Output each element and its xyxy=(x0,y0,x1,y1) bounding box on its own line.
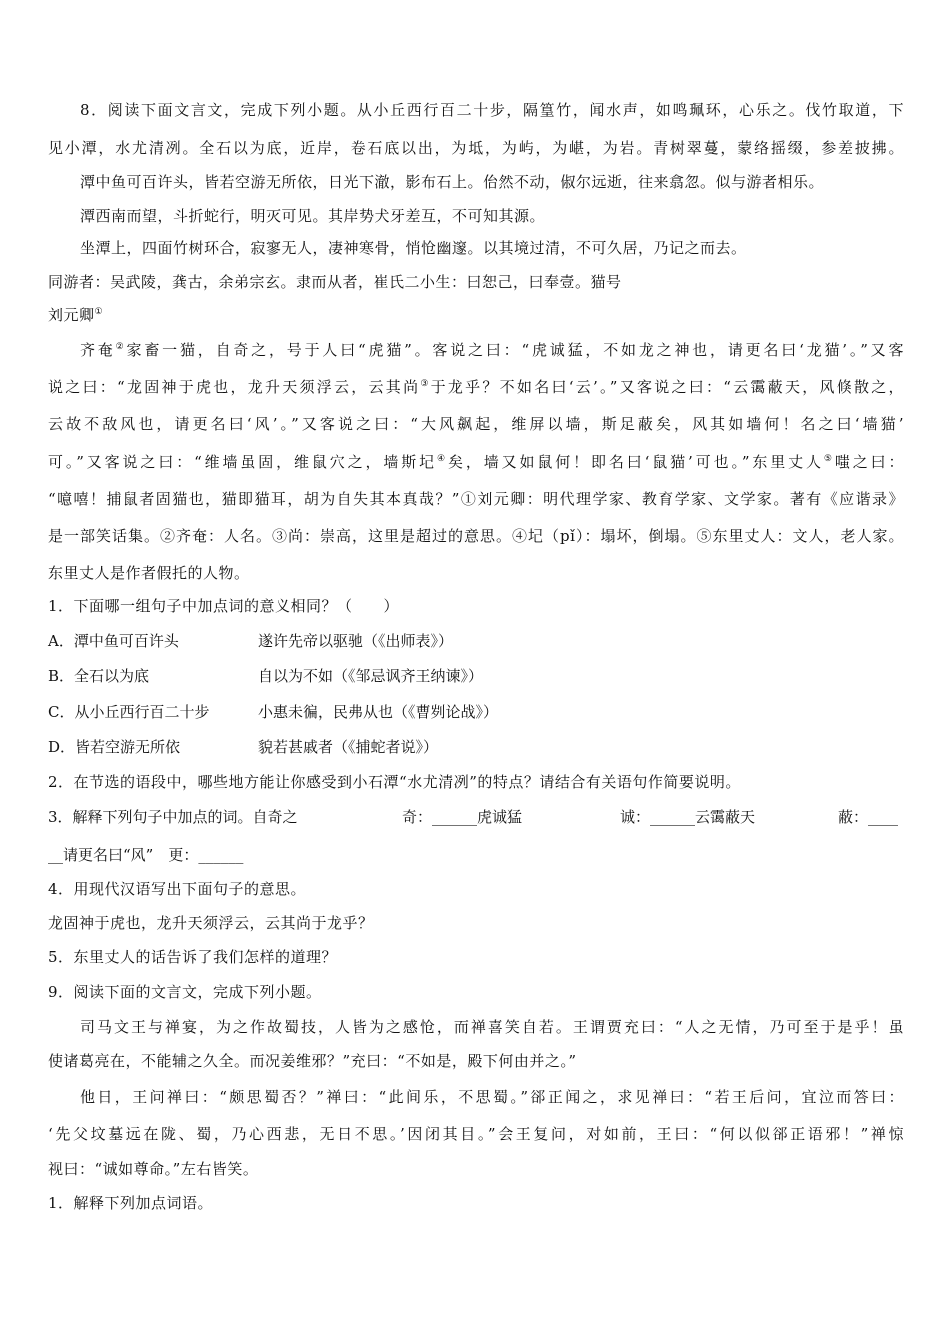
text-span: 可。”又客说之曰：“维墙虽固，维鼠穴之，墙斯圮 xyxy=(48,453,438,471)
q8-line-4: 潭西南而望，斗折蛇行，明灭可见。其岸势犬牙差互，不可知其源。 xyxy=(80,207,546,225)
text-span: 齐奄 xyxy=(80,341,116,359)
option-b-compare: 自以为不如（《邹忌讽齐王纳谏》） xyxy=(258,667,484,685)
q8-line-3: 潭中鱼可百许头，皆若空游无所依，日光下澈，影布石上。佁然不动，俶尔远逝，往来翕忽。似与游者相乐。 xyxy=(80,173,825,191)
question-3-blank-geng: __请更名曰“风” 更：______ xyxy=(48,846,244,864)
author-line xyxy=(48,305,103,325)
option-a-compare: 遂许先帝以驱驰（《出师表》） xyxy=(258,632,454,650)
question-3-blank-qi: 奇：______虎诚猛 xyxy=(402,808,523,826)
option-d-label: D．皆若空游无所依 xyxy=(48,738,181,756)
q9-passage-line-2: 使诸葛亮在，不能辅之久全。而况姜维邪？”充曰：“不如是，殿下何由并之。” xyxy=(48,1052,577,1070)
option-c-label: C．从小丘西行百二十步 xyxy=(48,703,210,721)
question-3-blank-cheng: 诚：______云霭蔽天 xyxy=(620,808,756,826)
footnote-marker: ③ xyxy=(420,379,431,389)
text-span: 矣，墙又如鼠何！即名曰‘鼠猫’可也。”东里丈人 xyxy=(447,453,824,471)
q8-line-5: 坐潭上，四面竹树环合，寂寥无人，凄神寒骨，悄怆幽邃。以其境过清，不可久居，乃记之而去。 xyxy=(80,239,747,257)
cat-passage-line-5: “噫嘻！捕鼠者固猫也，猫即猫耳，胡为自失其本真哉？”①刘元卿：明代理学家、教育学家、文学家。著有《应谐录》 xyxy=(48,490,904,508)
cat-passage-line-3: 云故不敌风也，请更名曰‘风’。”又客说之曰：“大风飙起，维屏以墙，斯足蔽矣，风其如墙何！名之曰‘墙猫’ xyxy=(48,415,904,433)
q9-passage-line-3: 他日，王问禅曰：“颇思蜀否？”禅曰：“此间乐，不思蜀。”郤正闻之，求见禅曰：“若王后问，宜泣而答曰： xyxy=(80,1088,904,1106)
text-span: 说之曰：“龙固神于虎也，龙升天须浮云，云其尚 xyxy=(48,378,421,396)
question-5: 5．东里丈人的话告诉了我们怎样的道理？ xyxy=(48,948,338,966)
footnotes-line-end: 东里丈人是作者假托的人物。 xyxy=(48,564,250,582)
q8-line-6: 同游者：吴武陵，龚古，余弟宗玄。隶而从者，崔氏二小生：曰恕己，曰奉壹。猫号 xyxy=(48,273,622,291)
q8-line-1: 8．阅读下面文言文，完成下列小题。从小丘西行百二十步，隔篁竹，闻水声，如鸣珮环，心乐之。伐竹取道，下 xyxy=(80,101,904,119)
question-4-sentence: 龙固神于虎也，龙升天须浮云，云其尚于龙乎？ xyxy=(48,914,374,932)
cat-passage-line-2 xyxy=(48,377,904,397)
question-1: 1．下面哪一组句子中加点词的意义相同？（ ） xyxy=(48,597,400,615)
footnote-marker: ④ xyxy=(437,454,448,464)
text-span: 于龙乎？不如名曰‘云’。”又客说之曰：“云霭蔽天，风倏散之， xyxy=(430,378,904,396)
question-4: 4．用现代汉语写出下面句子的意思。 xyxy=(48,880,307,898)
footnote-marker: ① xyxy=(94,307,104,317)
question-3-blank-bi: 蔽：____ xyxy=(838,808,899,826)
q9-question-1: 1．解释下列加点词语。 xyxy=(48,1194,214,1212)
text-span: 家畜一猫，自奇之，号于人曰“虎猫”。客说之曰：“虎诚猛，不如龙之神也，请更名曰‘龙猫’。”又客 xyxy=(126,341,904,359)
footnote-marker: ② xyxy=(115,342,127,352)
author-name: 刘元卿 xyxy=(48,306,95,324)
option-a-label: A．潭中鱼可百许头 xyxy=(48,632,179,650)
option-d-compare: 貌若甚戚者（《捕蛇者说》） xyxy=(258,738,439,756)
cat-passage-line-4 xyxy=(48,452,904,472)
q9-passage-line-4: ‘先父坟墓远在陇、蜀，乃心西悲，无日不思。’因闭其目。”会王复问，对如前，王曰：“何以似郤正语邪！”禅惊 xyxy=(48,1125,904,1143)
q8-line-2: 见小潭，水尤清冽。全石以为底，近岸，卷石底以出，为坻，为屿，为嵁，为岩。青树翠蔓，蒙络摇缀，参差披拂。 xyxy=(48,139,904,157)
option-c-compare: 小惠未徧，民弗从也（《曹刿论战》） xyxy=(258,703,499,721)
q9-passage-line-1: 司马文王与禅宴，为之作故蜀技，人皆为之感怆，而禅喜笑自若。王谓贾充曰：“人之无情，乃可至于是乎！虽 xyxy=(80,1018,904,1036)
footnote-marker: ⑤ xyxy=(823,454,835,464)
q9-title: 9．阅读下面的文言文，完成下列小题。 xyxy=(48,983,322,1001)
footnotes-line: 是一部笑话集。②齐奄：人名。③尚：崇高，这里是超过的意思。④圮（pǐ）：塌坏，倒塌。⑤东里丈人：文人，老人家。 xyxy=(48,527,904,545)
question-3: 3．解释下列句子中加点的词。自奇之 xyxy=(48,808,298,826)
option-b-label: B．全石以为底 xyxy=(48,667,150,685)
cat-passage-line-1 xyxy=(80,340,904,360)
q9-passage-line-5: 视曰：“诚如尊命。”左右皆笑。 xyxy=(48,1160,259,1178)
text-span: 嗤之曰： xyxy=(834,453,904,471)
question-2: 2．在节选的语段中，哪些地方能让你感受到小石潭“水尤清冽”的特点？请结合有关语句作简要说明。 xyxy=(48,773,741,791)
